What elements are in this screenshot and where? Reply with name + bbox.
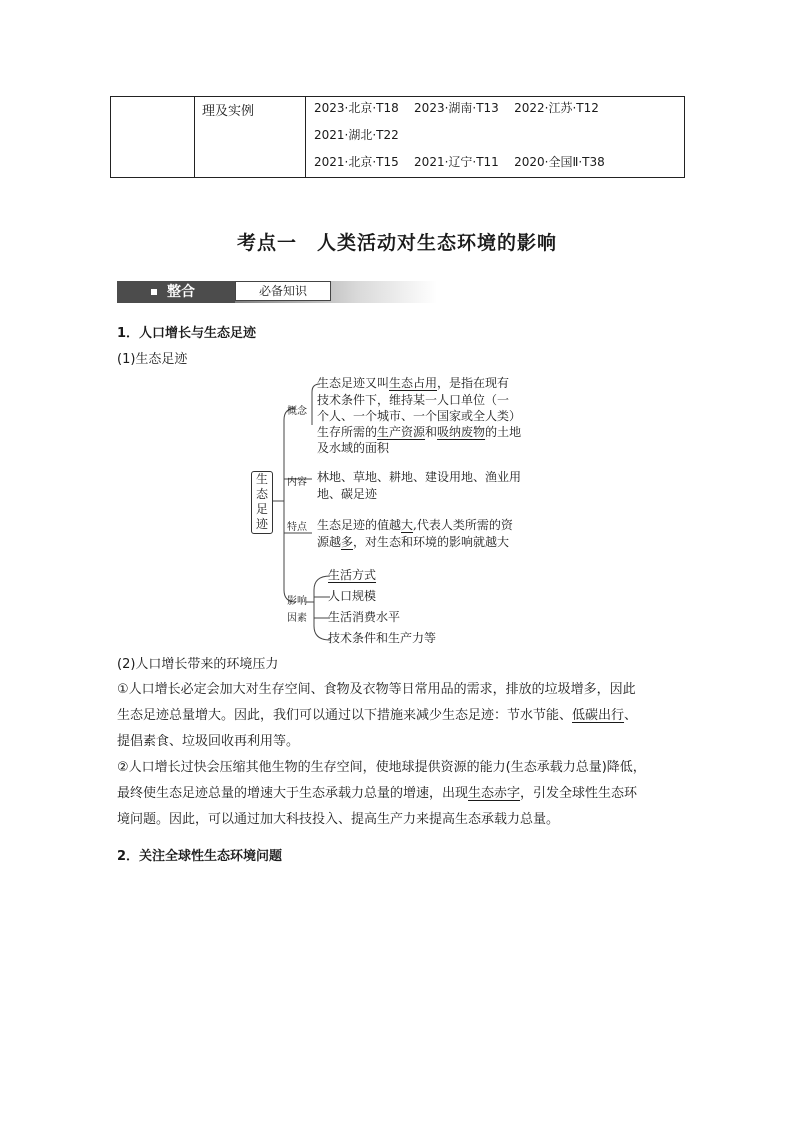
table-row: 2021·北京·T15 2021·辽宁·T11 2020·全国Ⅱ·T38 [314, 155, 605, 169]
content-line: 林地、草地、耕地、建设用地、渔业用 [317, 470, 522, 484]
section-title: 考点一 人类活动对生态环境的影响 [236, 232, 557, 254]
banner-label: 整合 [167, 284, 195, 300]
concept-line: 生态足迹又叫生态占用，是指在现有 [317, 376, 510, 390]
label-feature: 特点 [287, 522, 307, 533]
table-row: 2021·湖北·T22 [314, 128, 399, 142]
factor-item: 技术条件和生产力等 [328, 631, 437, 645]
label-factor: 因素 [287, 613, 307, 624]
paragraph-1: ①人口增长必定会加大对生存空间、食物及衣物等日常用品的需求，排放的垃圾增多，因此 生态足迹总量增大。因此，我们可以通过以下措施来减少生态足迹：节水节能、低碳出行、 提倡素食、垃圾回收再利用等。 [117, 682, 638, 749]
diagram-root: 生 态 足 迹 [251, 471, 273, 534]
factor-item: 人口规模 [328, 589, 377, 603]
subheading-1: (1)生态足迹 [117, 352, 188, 367]
subheading-2: (2)人口增长带来的环境压力 [117, 657, 279, 672]
label-concept: 概念 [287, 406, 307, 417]
paragraph-2: ②人口增长过快会压缩其他生物的生存空间，使地球提供资源的能力(生态承载力总量)降低， 最终使生态足迹总量的增速大于生态承载力总量的增速，出现生态赤字，引发全球性生态环 境问题。因此，可以通过加大科技投入、提高生产力来提高生态承载力总量。 [117, 760, 646, 827]
heading-2: 2．关注全球性生态环境问题 [117, 849, 283, 864]
content-line: 地、碳足迹 [317, 487, 378, 501]
table-cell-topic: 理及实例 [194, 97, 306, 177]
concept-line: 个人、一个城市、一个国家或全人类） [317, 409, 522, 423]
label-factor: 影响 [287, 596, 307, 607]
banner-box-label: 必备知识 [235, 281, 331, 301]
feature-line: 源越多，对生态和环境的影响就越大 [317, 535, 510, 549]
heading-1: 1．人口增长与生态足迹 [117, 326, 257, 341]
factor-item: 生活消费水平 [328, 610, 401, 624]
concept-line: 技术条件下，维持某一人口单位（一 [317, 393, 510, 407]
concept-line: 生存所需的生产资源和吸纳废物的土地 [317, 425, 522, 439]
label-content: 内容 [287, 477, 307, 488]
factor-item: 生活方式 [328, 568, 377, 582]
concept-line: 及水域的面积 [317, 441, 390, 455]
table-row: 2023·北京·T18 2023·湖南·T13 2022·江苏·T12 [314, 101, 599, 115]
feature-line: 生态足迹的值越大,代表人类所需的资 [317, 518, 513, 532]
